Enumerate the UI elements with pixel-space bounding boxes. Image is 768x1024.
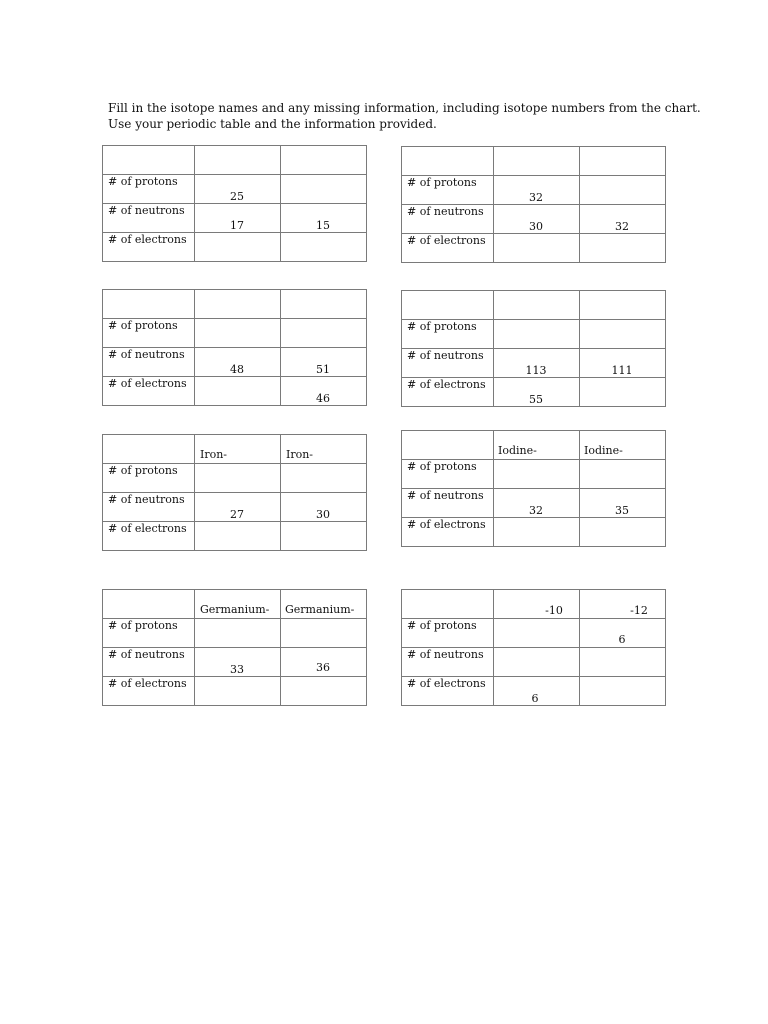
neutrons-label: # of neutrons: [407, 349, 484, 362]
isotope-table-3: [102, 289, 367, 406]
electrons-value-1[interactable]: 6: [531, 692, 539, 705]
isotope-header-2[interactable]: Iodine-: [584, 444, 623, 457]
electrons-label: # of electrons: [108, 233, 187, 246]
isotope-table-7: [102, 589, 367, 706]
instructions-line-1: Fill in the isotope names and any missing information, including isotope numbers from the chart.: [108, 101, 701, 115]
electrons-value-2[interactable]: 46: [316, 392, 330, 405]
isotope-header-2[interactable]: -12: [630, 604, 648, 617]
electrons-label: # of electrons: [407, 234, 486, 247]
protons-label: # of protons: [407, 320, 477, 333]
isotope-header-1[interactable]: Germanium-: [200, 603, 270, 616]
neutrons-label: # of neutrons: [407, 489, 484, 502]
protons-value-2[interactable]: 6: [618, 633, 626, 646]
isotope-table-5: [102, 434, 367, 551]
neutrons-value-1[interactable]: 113: [525, 364, 547, 377]
neutrons-value-1[interactable]: 27: [230, 508, 244, 521]
protons-label: # of protons: [407, 460, 477, 473]
protons-value-1[interactable]: 25: [230, 190, 244, 203]
neutrons-value-1[interactable]: 30: [529, 220, 543, 233]
neutrons-label: # of neutrons: [108, 348, 185, 361]
neutrons-value-2[interactable]: 15: [316, 219, 330, 232]
neutrons-value-1[interactable]: 33: [230, 663, 244, 676]
isotope-header-1[interactable]: Iodine-: [498, 444, 537, 457]
isotope-table-1: [102, 145, 367, 262]
protons-label: # of protons: [108, 175, 178, 188]
electrons-label: # of electrons: [108, 377, 187, 390]
neutrons-label: # of neutrons: [108, 204, 185, 217]
protons-label: # of protons: [407, 619, 477, 632]
neutrons-value-2[interactable]: 32: [615, 220, 629, 233]
instructions-line-2: Use your periodic table and the information provided.: [108, 117, 437, 131]
neutrons-value-1[interactable]: 17: [230, 219, 244, 232]
neutrons-value-2[interactable]: 36: [316, 661, 330, 674]
neutrons-label: # of neutrons: [108, 493, 185, 506]
isotope-header-1[interactable]: Iron-: [200, 448, 228, 461]
isotope-header-2[interactable]: Germanium-: [285, 603, 355, 616]
neutrons-label: # of neutrons: [407, 205, 484, 218]
protons-value-1[interactable]: 32: [529, 191, 543, 204]
neutrons-label: # of neutrons: [108, 648, 185, 661]
electrons-label: # of electrons: [407, 677, 486, 690]
neutrons-value-2[interactable]: 30: [316, 508, 330, 521]
neutrons-value-1[interactable]: 48: [230, 363, 244, 376]
neutrons-value-2[interactable]: 35: [615, 504, 629, 517]
protons-label: # of protons: [108, 319, 178, 332]
neutrons-value-2[interactable]: 111: [611, 364, 633, 377]
isotope-header-2[interactable]: Iron-: [286, 448, 314, 461]
isotope-table-6: [401, 430, 666, 547]
isotope-table-4: [401, 290, 666, 407]
electrons-value-1[interactable]: 55: [529, 393, 543, 406]
protons-label: # of protons: [407, 176, 477, 189]
electrons-label: # of electrons: [108, 522, 187, 535]
isotope-table-2: [401, 146, 666, 263]
isotope-header-1[interactable]: -10: [545, 604, 563, 617]
neutrons-value-2[interactable]: 51: [316, 363, 330, 376]
electrons-label: # of electrons: [407, 378, 486, 391]
instructions: [108, 100, 708, 132]
electrons-label: # of electrons: [407, 518, 486, 531]
electrons-label: # of electrons: [108, 677, 187, 690]
protons-label: # of protons: [108, 464, 178, 477]
isotope-table-8: [401, 589, 666, 706]
protons-label: # of protons: [108, 619, 178, 632]
neutrons-value-1[interactable]: 32: [529, 504, 543, 517]
neutrons-label: # of neutrons: [407, 648, 484, 661]
